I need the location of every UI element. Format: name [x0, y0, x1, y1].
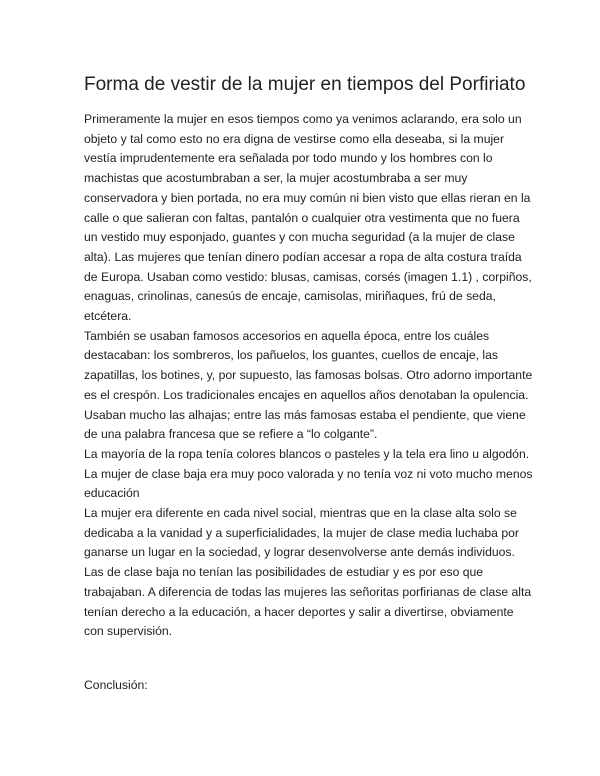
text-line: La mujer de clase baja era muy poco valorada y no tenía voz ni voto mucho menos: [84, 466, 533, 481]
text-line: vestía imprudentemente era señalada por todo mundo y los hombres con lo: [84, 151, 493, 166]
conclusion-heading: Conclusión:: [84, 678, 148, 692]
text-line: con supervisión.: [84, 624, 173, 639]
text-line: tenían derecho a la educación, a hacer deportes y salir a divertirse, obviamente: [84, 604, 514, 619]
text-line: de Europa. Usaban como vestido: blusas, camisas, corsés (imagen 1.1) , corpiños,: [84, 269, 532, 284]
text-line: educación: [84, 486, 140, 501]
text-line: de una palabra francesa que se refiere a “lo colgante”.: [84, 427, 378, 442]
text-line: calle o que salieran con faltas, pantalón o cualquier otra vestimenta que no fuera: [84, 210, 520, 225]
body-text: [84, 110, 533, 642]
text-line: conservadora y bien portada, no era muy común ni bien visto que ellas rieran en la: [84, 190, 531, 205]
text-line: destacaban: los sombreros, los pañuelos, los guantes, cuellos de encaje, las: [84, 348, 498, 363]
text-line: zapatillas, los botines, y, por supuesto, las famosas bolsas. Otro adorno importante: [84, 368, 533, 383]
text-line: La mujer era diferente en cada nivel social, mientras que en la clase alta solo se: [84, 506, 517, 521]
text-line: dedicaba a la vanidad y a superficialidades, la mujer de clase media luchaba por: [84, 525, 519, 540]
text-line: La mayoría de la ropa tenía colores blancos o pasteles y la tela era lino u algodón.: [84, 446, 530, 461]
text-line: enaguas, crinolinas, canesús de encaje, camisolas, miriñaques, frú de seda,: [84, 289, 496, 304]
text-line: es el crespón. Los tradicionales encajes en aquellos años denotaban la opulencia.: [84, 387, 529, 402]
text-line: alta). Las mujeres que tenían dinero podían accesar a ropa de alta costura traída: [84, 249, 522, 264]
text-line: objeto y tal como esto no era digna de vestirse como ella deseaba, si la mujer: [84, 131, 505, 146]
text-line: machistas que acostumbraban a ser, la mujer acostumbraba a ser muy: [84, 171, 468, 186]
text-line: trabajaban. A diferencia de todas las mujeres las señoritas porfirianas de clase alta: [84, 584, 532, 599]
text-line: También se usaban famosos accesorios en aquella época, entre los cuáles: [84, 328, 490, 343]
text-line: etcétera.: [84, 309, 132, 324]
text-line: un vestido muy esponjado, guantes y con mucha seguridad (a la mujer de clase: [84, 230, 515, 245]
text-line: Usaban mucho las alhajas; entre las más famosas estaba el pendiente, que viene: [84, 407, 526, 422]
text-line: Primeramente la mujer en esos tiempos como ya venimos aclarando, era solo un: [84, 112, 522, 126]
text-line: ganarse un lugar en la sociedad, y lograr desenvolverse ante demás individuos.: [84, 545, 515, 560]
text-line: Las de clase baja no tenían las posibilidades de estudiar y es por eso que: [84, 565, 484, 580]
page-title: Forma de vestir de la mujer en tiempos del Porfiriato: [84, 74, 526, 95]
